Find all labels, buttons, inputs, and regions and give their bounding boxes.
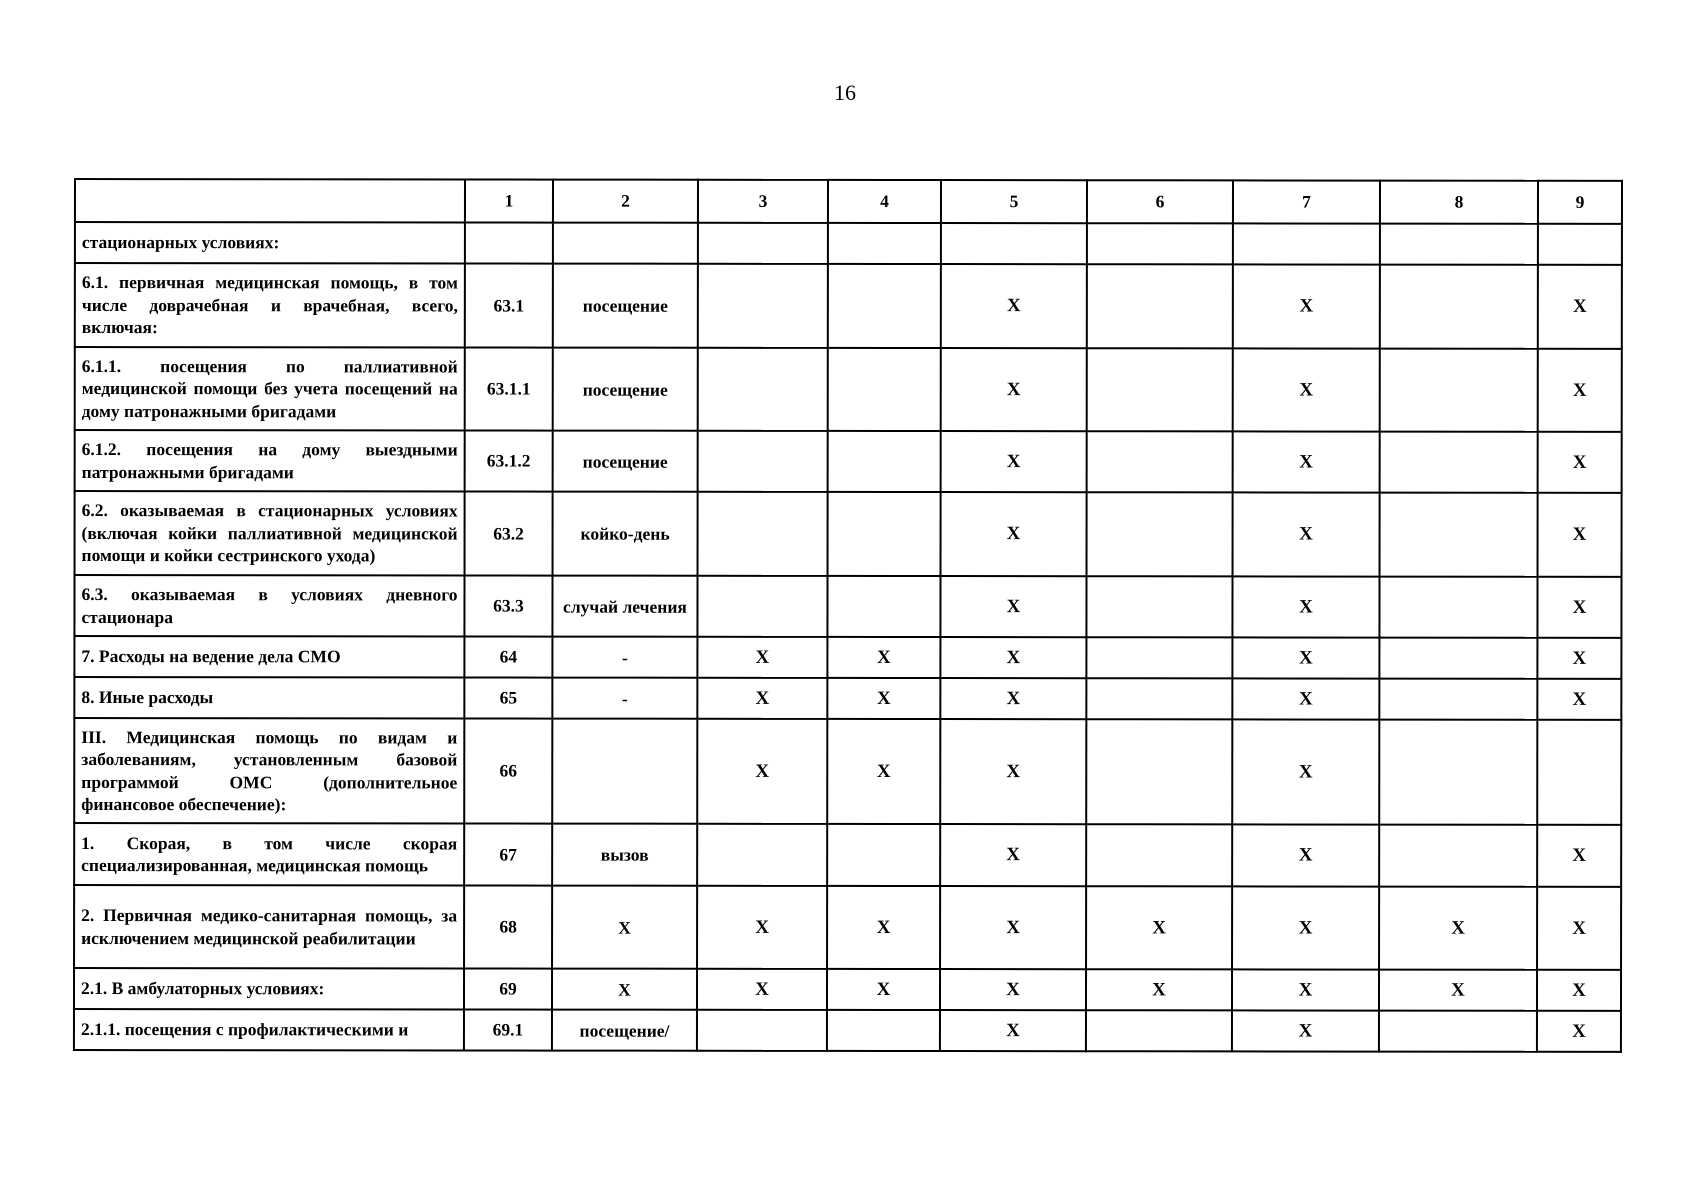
row-unit: X xyxy=(552,969,697,1010)
mark-cell-c4 xyxy=(827,1010,940,1051)
mark-cell-c6 xyxy=(1086,637,1232,678)
mark-cell-c7: X xyxy=(1232,969,1379,1010)
mark-cell-c8 xyxy=(1379,1011,1537,1052)
mark-cell-c9: X xyxy=(1538,349,1622,432)
mark-cell-c5: X xyxy=(941,348,1087,431)
mark-cell-c5: X xyxy=(940,637,1086,678)
mark-cell-c8 xyxy=(1379,825,1537,887)
mark-cell-c8 xyxy=(1379,638,1537,679)
mark-cell-c3: X xyxy=(697,637,827,678)
row-code: 63.2 xyxy=(465,491,553,575)
mark-cell-c4: X xyxy=(827,886,940,969)
row-code: 63.1.2 xyxy=(465,430,553,491)
mark-cell-c9: X xyxy=(1537,887,1621,970)
mark-cell-c7: X xyxy=(1233,431,1380,492)
mark-cell-c3 xyxy=(698,492,828,576)
mark-cell-c3 xyxy=(698,264,828,348)
header-cell: 5 xyxy=(941,180,1087,223)
mark-cell-c9 xyxy=(1537,720,1621,825)
row-code: 63.1.1 xyxy=(465,347,553,430)
row-unit: койко-день xyxy=(553,492,698,576)
table-container xyxy=(74,178,1621,1051)
mark-cell-c9: X xyxy=(1537,638,1621,679)
mark-cell-c8: X xyxy=(1379,970,1537,1011)
mark-cell-c6 xyxy=(1086,678,1232,719)
row-description: 6.1.2. посещения на дому выездными патронажными бригадами xyxy=(75,430,465,491)
mark-cell-c3 xyxy=(698,223,828,264)
row-unit: посещение/ xyxy=(552,1010,697,1051)
mark-cell-c4 xyxy=(828,431,941,492)
page-number: 16 xyxy=(834,80,856,105)
row-code: 64 xyxy=(464,636,552,677)
mark-cell-c3: X xyxy=(697,886,827,969)
mark-cell-c8: X xyxy=(1379,887,1537,970)
row-code: 67 xyxy=(464,823,552,885)
mark-cell-c5: X xyxy=(940,969,1086,1010)
mark-cell-c5: X xyxy=(940,824,1086,886)
mark-cell-c7 xyxy=(1233,223,1380,264)
mark-cell-c5: X xyxy=(940,719,1086,824)
mark-cell-c7: X xyxy=(1232,824,1379,886)
mark-cell-c9 xyxy=(1538,224,1622,265)
row-unit: посещение xyxy=(553,264,698,348)
mark-cell-c3: X xyxy=(697,678,827,719)
table-row xyxy=(75,263,1622,349)
mark-cell-c5: X xyxy=(940,1010,1086,1051)
mark-cell-c5 xyxy=(941,223,1087,264)
table-row xyxy=(74,636,1621,679)
header-cell: 8 xyxy=(1380,181,1538,224)
mark-cell-c3 xyxy=(698,348,828,431)
row-code: 66 xyxy=(464,718,552,823)
mark-cell-c7: X xyxy=(1233,492,1380,576)
row-description: 8. Иные расходы xyxy=(74,677,464,718)
mark-cell-c4 xyxy=(828,492,941,576)
mark-cell-c8 xyxy=(1379,720,1537,825)
mark-cell-c4 xyxy=(828,223,941,264)
table-row xyxy=(74,575,1621,638)
table-row xyxy=(75,222,1622,265)
mark-cell-c4: X xyxy=(827,719,940,824)
mark-cell-c4 xyxy=(827,576,940,637)
mark-cell-c3 xyxy=(697,824,827,886)
mark-cell-c6 xyxy=(1086,1010,1232,1051)
row-code: 69.1 xyxy=(464,1009,552,1050)
row-description: 6.2. оказываемая в стационарных условиях (включая койки паллиативной медицинской помощи и койки сестринского ухода) xyxy=(75,491,465,575)
mark-cell-c3: X xyxy=(697,969,827,1010)
mark-cell-c6 xyxy=(1086,719,1232,824)
row-code: 63.1 xyxy=(465,263,553,347)
header-cell: 3 xyxy=(698,180,828,223)
mark-cell-c8 xyxy=(1380,432,1538,493)
mark-cell-c8 xyxy=(1379,679,1537,720)
mark-cell-c7: X xyxy=(1233,348,1380,431)
row-code: 65 xyxy=(464,677,552,718)
row-unit xyxy=(552,719,697,824)
mark-cell-c5: X xyxy=(940,576,1086,637)
table-row xyxy=(74,1009,1621,1052)
mark-cell-c6 xyxy=(1086,576,1232,637)
row-unit: посещение xyxy=(553,431,698,492)
table-row xyxy=(74,677,1621,720)
mark-cell-c9: X xyxy=(1538,265,1622,349)
mark-cell-c7: X xyxy=(1232,678,1379,719)
mark-cell-c6 xyxy=(1087,348,1233,431)
mark-cell-c9: X xyxy=(1537,970,1621,1011)
table-row xyxy=(74,885,1621,970)
row-unit: - xyxy=(552,678,697,719)
header-row xyxy=(75,179,1622,224)
row-unit: случай лечения xyxy=(552,576,697,637)
mark-cell-c6 xyxy=(1087,492,1233,576)
mark-cell-c9: X xyxy=(1538,493,1622,577)
row-description: 6.1. первичная медицинская помощь, в том числе доврачебная и врачебная, всего, включая: xyxy=(75,263,465,347)
mark-cell-c7: X xyxy=(1232,719,1379,824)
header-cell: 9 xyxy=(1538,181,1622,224)
mark-cell-c4 xyxy=(827,824,940,886)
table-row xyxy=(74,718,1621,825)
mark-cell-c6 xyxy=(1086,824,1232,886)
mark-cell-c6: X xyxy=(1086,969,1232,1010)
mark-cell-c8 xyxy=(1379,577,1537,638)
mark-cell-c7: X xyxy=(1232,1010,1379,1051)
mark-cell-c9: X xyxy=(1537,825,1621,887)
row-description: 2.1. В амбулаторных условиях: xyxy=(74,968,464,1009)
row-unit: X xyxy=(552,886,697,969)
row-description: 6.3. оказываемая в условиях дневного стационара xyxy=(74,575,464,636)
row-description: 7. Расходы на ведение дела СМО xyxy=(74,636,464,677)
mark-cell-c4 xyxy=(828,348,941,431)
row-code: 69 xyxy=(464,968,552,1009)
mark-cell-c8 xyxy=(1380,493,1538,577)
row-description: стационарных условиях: xyxy=(75,222,465,263)
row-code: 68 xyxy=(464,885,552,968)
table-row xyxy=(75,347,1622,432)
mark-cell-c8 xyxy=(1380,349,1538,432)
mark-cell-c3 xyxy=(697,576,827,637)
mark-cell-c5: X xyxy=(940,678,1086,719)
row-unit: - xyxy=(552,637,697,678)
mark-cell-c7: X xyxy=(1232,886,1379,969)
header-cell: 6 xyxy=(1087,180,1233,223)
mark-cell-c4: X xyxy=(827,637,940,678)
mark-cell-c8 xyxy=(1380,224,1538,265)
mark-cell-c6 xyxy=(1087,223,1233,264)
row-unit xyxy=(553,223,698,264)
header-cell: 2 xyxy=(553,180,698,223)
row-description: 6.1.1. посещения по паллиативной медицинской помощи без учета посещений на дому патронажными бригадами xyxy=(75,347,465,430)
table-row xyxy=(75,491,1622,577)
mark-cell-c6: X xyxy=(1086,886,1232,969)
header-cell: 1 xyxy=(465,179,553,222)
mark-cell-c9: X xyxy=(1538,432,1622,493)
mark-cell-c4: X xyxy=(827,969,940,1010)
mark-cell-c7: X xyxy=(1232,637,1379,678)
mark-cell-c6 xyxy=(1087,264,1233,348)
mark-cell-c4 xyxy=(828,264,941,348)
mark-cell-c7: X xyxy=(1232,576,1379,637)
mark-cell-c3 xyxy=(698,431,828,492)
mark-cell-c7: X xyxy=(1233,264,1380,348)
row-description: 2. Первичная медико-санитарная помощь, за исключением медицинской реабилитации xyxy=(74,885,464,968)
header-cell: 4 xyxy=(828,180,941,223)
row-description: 1. Скорая, в том числе скорая специализированная, медицинская помощь xyxy=(74,823,464,885)
table-row xyxy=(74,823,1621,887)
mark-cell-c5: X xyxy=(941,264,1087,348)
header-cell: 7 xyxy=(1233,180,1380,223)
table-row xyxy=(75,430,1622,493)
row-description: III. Медицинская помощь по видам и заболеваниям, установленным базовой программой ОМС (дополнительное финансовое обеспечение): xyxy=(74,718,464,823)
data-table xyxy=(73,178,1623,1053)
mark-cell-c5: X xyxy=(941,492,1087,576)
row-code xyxy=(465,222,553,263)
header-cell xyxy=(75,179,465,222)
mark-cell-c8 xyxy=(1380,265,1538,349)
mark-cell-c9: X xyxy=(1537,577,1621,638)
mark-cell-c5: X xyxy=(941,431,1087,492)
mark-cell-c6 xyxy=(1087,431,1233,492)
mark-cell-c5: X xyxy=(940,886,1086,969)
row-unit: вызов xyxy=(552,824,697,886)
mark-cell-c3 xyxy=(697,1010,827,1051)
row-code: 63.3 xyxy=(464,575,552,636)
row-unit: посещение xyxy=(553,348,698,431)
mark-cell-c9: X xyxy=(1537,679,1621,720)
mark-cell-c4: X xyxy=(827,678,940,719)
mark-cell-c3: X xyxy=(697,719,827,824)
row-description: 2.1.1. посещения с профилактическими и xyxy=(74,1009,464,1050)
mark-cell-c9: X xyxy=(1537,1011,1621,1052)
table-row xyxy=(74,968,1621,1011)
